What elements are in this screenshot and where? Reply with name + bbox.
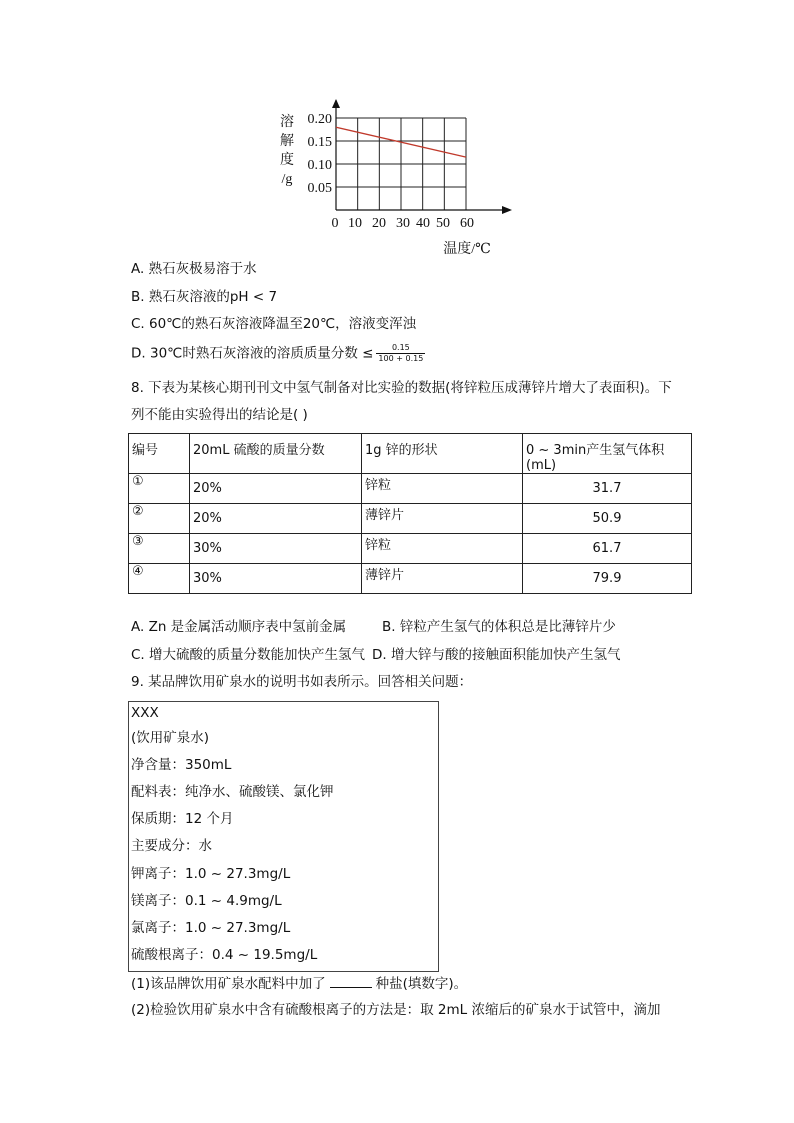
q8-stem-line2: 列不能由实验得出的结论是( ) — [131, 407, 308, 423]
y-axis-label: 解 — [280, 134, 294, 149]
option-d-text: D. 30℃时熟石灰溶液的溶质质量分数 ≤ — [131, 345, 374, 362]
y-axis-arrow — [332, 99, 340, 108]
header-cell: 20mL 硫酸的质量分数 — [190, 434, 362, 474]
experiment-table — [128, 433, 692, 594]
info-line: 净含量：350mL — [131, 757, 232, 773]
table-cell: 30% — [190, 564, 362, 594]
x-tick-label: 60 — [460, 216, 474, 231]
q9-sub1-prefix: (1)该品牌饮用矿泉水配料中加了 — [131, 976, 326, 992]
header-cell: 1g 锌的形状 — [362, 434, 523, 474]
x-tick-label: 10 — [348, 216, 362, 231]
table-row — [129, 474, 692, 504]
table-cell: 锌粒 — [362, 474, 523, 504]
answer-blank[interactable] — [330, 974, 372, 988]
info-line: 主要成分：水 — [131, 838, 212, 854]
table-cell: 薄锌片 — [362, 504, 523, 534]
product-info-box — [128, 701, 439, 972]
table-cell: 31.7 — [523, 474, 692, 504]
info-line: 钾离子：1.0 ~ 27.3mg/L — [131, 866, 291, 882]
fraction — [376, 343, 425, 364]
table-cell: ② — [129, 504, 190, 534]
table-cell: ③ — [129, 534, 190, 564]
x-tick-label: 50 — [436, 216, 450, 231]
x-axis-label: 温度/℃ — [443, 242, 491, 257]
x-tick-label: 30 — [396, 216, 410, 231]
q8-option-c: C. 增大硫酸的质量分数能加快产生氢气 — [131, 647, 366, 663]
table-row — [129, 504, 692, 534]
info-line: (饮用矿泉水) — [131, 730, 210, 746]
q8-option-b: B. 锌粒产生氢气的体积总是比薄锌片少 — [382, 619, 616, 635]
q9-stem: 9. 某品牌饮用矿泉水的说明书如表所示。回答相关问题： — [131, 674, 473, 690]
table-cell: 79.9 — [523, 564, 692, 594]
option-c: C. 60℃的熟石灰溶液降温至20℃，溶液变浑浊 — [131, 316, 417, 332]
table-cell: 20% — [190, 504, 362, 534]
table-cell: 61.7 — [523, 534, 692, 564]
info-line: 硫酸根离子：0.4 ~ 19.5mg/L — [131, 947, 318, 963]
option-b: B. 熟石灰溶液的pH < 7 — [131, 289, 278, 305]
x-tick-label: 40 — [416, 216, 430, 231]
q9-sub1 — [131, 974, 467, 993]
header-cell: 0 ~ 3min产生氢气体积(mL) — [523, 434, 692, 474]
table-cell: 薄锌片 — [362, 564, 523, 594]
table-row — [129, 534, 692, 564]
fraction-denominator: 100 + 0.15 — [378, 354, 424, 363]
table-cell: ① — [129, 474, 190, 504]
table-cell: ④ — [129, 564, 190, 594]
y-axis-label: 度 — [280, 153, 294, 168]
table-cell: 50.9 — [523, 504, 692, 534]
y-axis-label: /g — [281, 172, 293, 187]
info-line: 镁离子：0.1 ~ 4.9mg/L — [131, 893, 282, 909]
y-tick-label: 0.10 — [307, 158, 332, 173]
y-tick-label: 0.15 — [307, 135, 332, 150]
table-cell: 30% — [190, 534, 362, 564]
solubility-chart — [270, 96, 530, 258]
y-axis-label: 溶 — [280, 115, 294, 130]
info-line: 配料表：纯净水、硫酸镁、氯化钾 — [131, 784, 334, 800]
fraction-numerator: 0.15 — [376, 343, 425, 354]
option-a: A. 熟石灰极易溶于水 — [131, 261, 257, 277]
x-tick-label: 20 — [372, 216, 386, 231]
q8-stem-line1: 8. 下表为某核心期刊刊文中氢气制备对比实验的数据(将锌粒压成薄锌片增大了表面积)。下 — [131, 380, 672, 396]
q9-sub2: (2)检验饮用矿泉水中含有硫酸根离子的方法是：取 2mL 浓缩后的矿泉水于试管中，滴加 — [131, 1002, 661, 1018]
table-header-row — [129, 434, 692, 474]
option-d — [131, 343, 425, 364]
x-axis-arrow — [502, 206, 512, 214]
x-tick-label: 0 — [331, 216, 339, 231]
y-tick-label: 0.20 — [307, 112, 332, 127]
table-cell: 20% — [190, 474, 362, 504]
q8-option-a: A. Zn 是金属活动顺序表中氢前金属 — [131, 619, 347, 635]
header-cell: 编号 — [129, 434, 190, 474]
info-line: 氯离子：1.0 ~ 27.3mg/L — [131, 920, 291, 936]
info-line: XXX — [131, 705, 159, 721]
table-row — [129, 564, 692, 594]
q9-sub1-suffix: 种盐(填数字)。 — [375, 976, 468, 992]
q8-option-d: D. 增大锌与酸的接触面积能加快产生氢气 — [372, 647, 621, 663]
y-tick-label: 0.05 — [307, 181, 332, 196]
info-line: 保质期：12 个月 — [131, 811, 234, 827]
table-cell: 锌粒 — [362, 534, 523, 564]
